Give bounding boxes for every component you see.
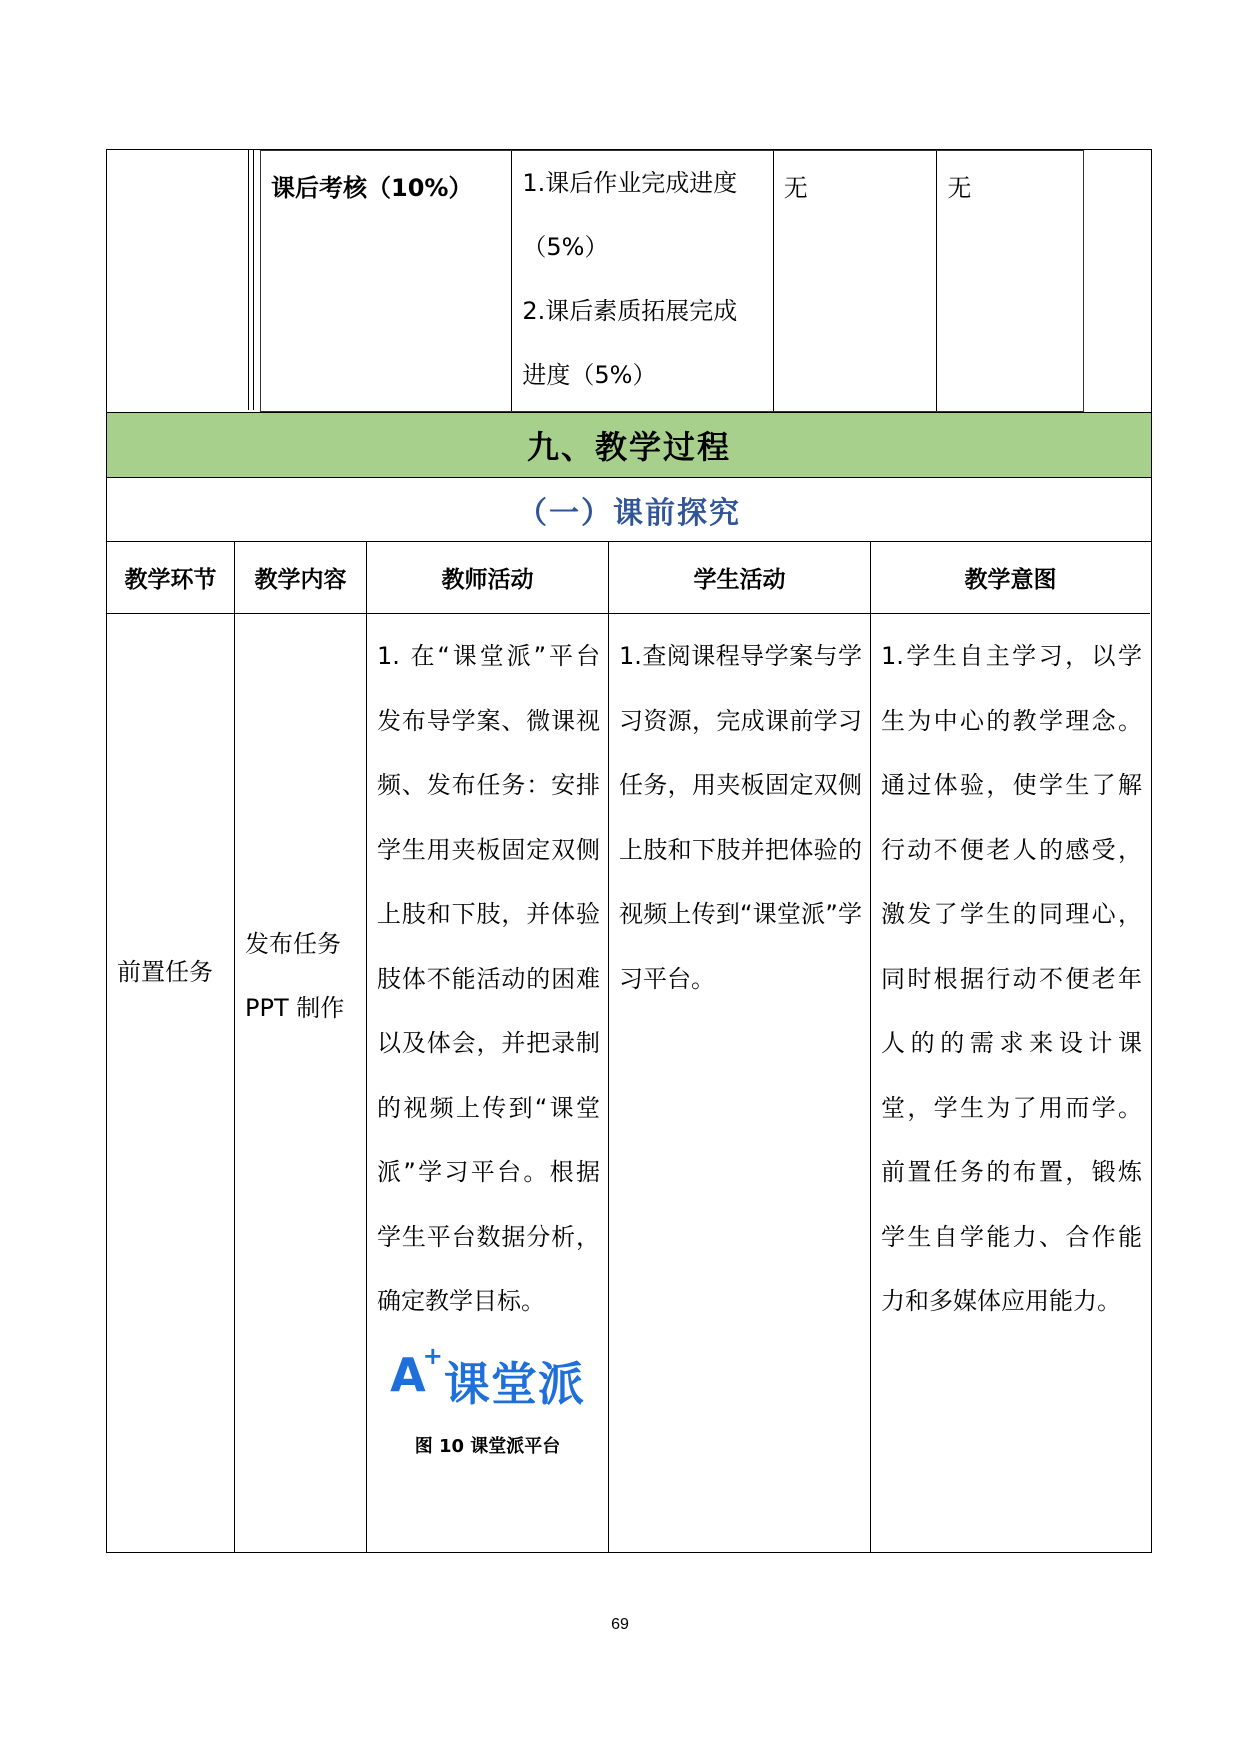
header-cell: 学生活动 [609,542,870,614]
header-cell: 教学环节 [107,542,234,614]
assessment-col4: 无 [947,174,972,202]
student-activity: 1.查阅课程导学案与学习资源，完成课前学习任务，用夹板固定双侧上肢和下肢并把体验的视频上传到“课堂派”学习平台。 [619,642,862,993]
assessment-table [260,150,1084,412]
teaching-intent: 1.学生自主学习，以学生为中心的教学理念。通过体验，使学生了解行动不便老人的感受，激发了学生的同理心，同时根据行动不便老年人的的需求来设计课堂，学生为了用而学。前置任务的布置，锻炼学生自学能力、合作能力和多媒体应用能力。 [881,642,1142,1315]
teacher-activity: 1. 在“课堂派”平台发布导学案、微课视频、发布任务：安排学生用夹板固定双侧上肢和下肢，并体验肢体不能活动的困难以及体会，并把录制的视频上传到“课堂派”学习平台。根据学生平台数据分析，确定教学目标。 [377,642,600,1315]
content-line: 发布任务 [245,930,341,958]
assessment-item-line: 2.课后素质拓展完成 [522,297,738,325]
assessment-title: 课后考核（10%） [261,151,512,411]
empty-cell [107,150,249,410]
header-cell: 教学意图 [871,542,1150,614]
ketangpai-logo [367,1341,608,1414]
main-table [106,149,1152,1553]
assessment-item-line: 进度（5%） [522,361,657,389]
figure-caption: 图 10 课堂派平台 [414,1435,561,1457]
assessment-items [512,151,773,411]
content-cell [235,912,366,1040]
column-stage [107,542,235,1552]
process-table [107,542,1151,1552]
assessment-item-line: 1.课后作业完成进度 [522,169,738,197]
column-intent [871,542,1150,1552]
column-content [235,542,367,1552]
subsection-title: （一）课前探究 [107,478,1151,542]
divider [253,150,254,410]
logo-mark: A + 课堂派 [390,1341,585,1411]
page-number: 69 [611,1616,629,1633]
column-student [609,542,871,1552]
header-cell: 教学内容 [235,542,366,614]
section-title: 九、教学过程 [107,412,1151,478]
header-cell: 教师活动 [367,542,608,614]
assessment-col3: 无 [774,151,938,411]
assessment-item-line: （5%） [522,233,609,261]
column-teacher [367,542,609,1552]
content-line: PPT 制作 [245,994,345,1022]
stage-cell: 前置任务 [117,958,213,986]
